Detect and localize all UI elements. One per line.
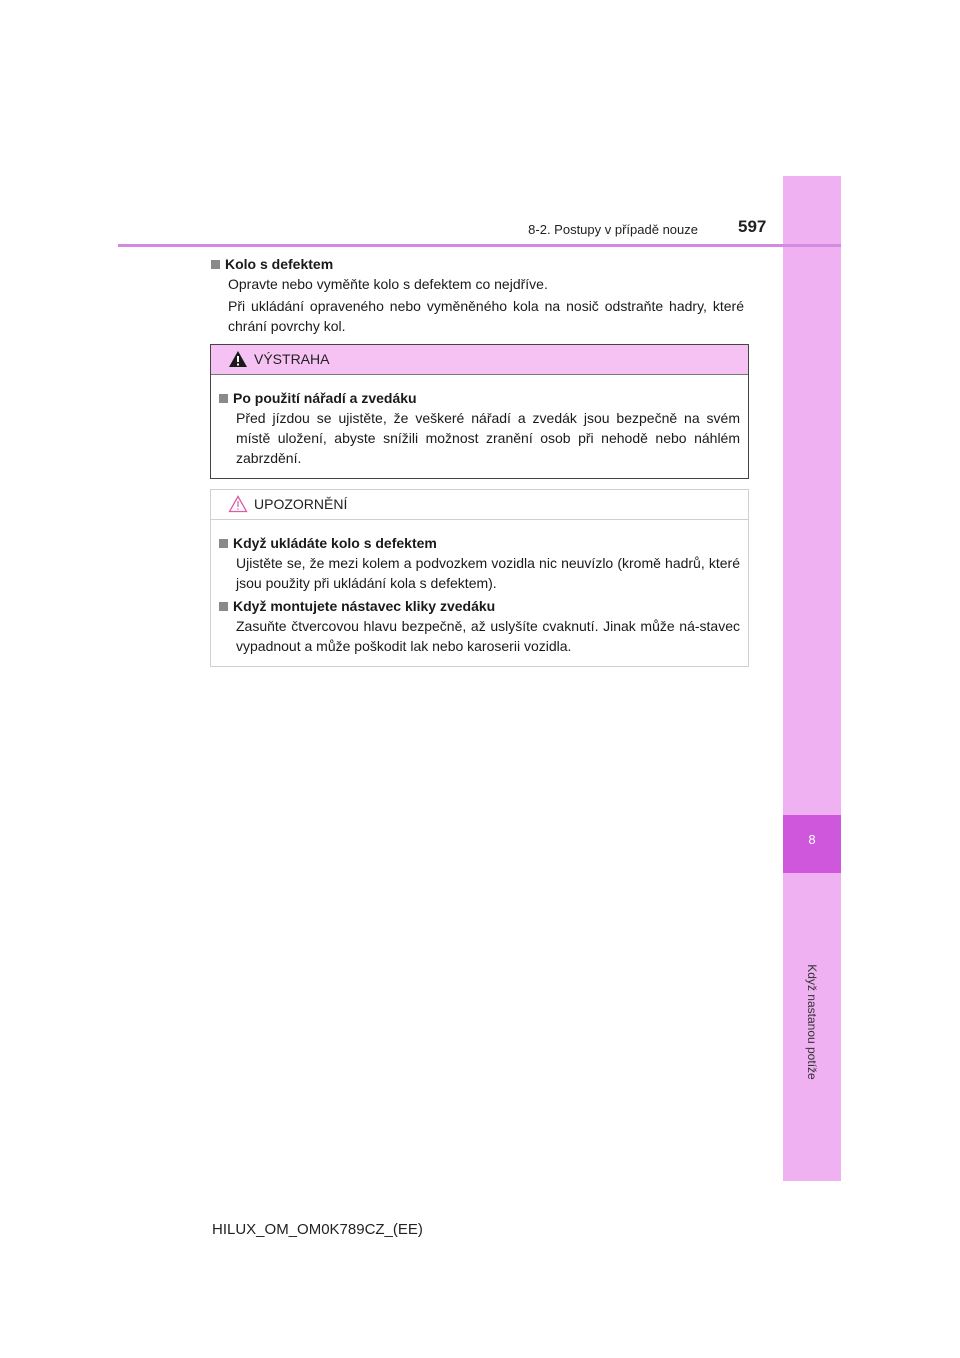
chapter-number-tab[interactable]: 8 <box>783 815 841 873</box>
warning-body <box>211 375 748 468</box>
warning-heading: Po použití nářadí a zvedáku <box>219 388 740 408</box>
warning-box <box>210 344 749 479</box>
document-code: HILUX_OM_OM0K789CZ_(EE) <box>212 1221 423 1238</box>
notice-body <box>211 520 748 656</box>
bullet-square-icon <box>219 539 228 548</box>
warning-text: Před jízdou se ujistěte, že veškeré nářadí a zvedák jsou bezpečně na svém místě uložení, abyste snížili možnost zranění osob při nehodě nebo náhlém zabrzdění. <box>236 410 740 466</box>
bullet-square-icon <box>211 260 220 269</box>
header-divider <box>118 244 841 247</box>
warning-header <box>211 345 748 375</box>
notice-item-heading: Když montujete nástavec kliky zvedáku <box>219 596 740 616</box>
chapter-title-vertical: Když nastanou potíže <box>805 964 819 1080</box>
notice-box <box>210 489 749 667</box>
intro-section <box>211 254 744 338</box>
intro-paragraph: Při ukládání opraveného nebo vyměněného kola na nosič odstraňte hadry, které chrání povrchy kol. <box>228 298 744 334</box>
notice-item-text: Zasuňte čtvercovou hlavu bezpečně, až uslyšíte cvaknutí. Jinak může ná-stavec vypadnout a může poškodit lak nebo karoserii vozidla. <box>236 618 740 654</box>
notice-label: UPOZORNĚNÍ <box>254 496 348 512</box>
notice-item-heading: Když ukládáte kolo s defektem <box>219 533 740 553</box>
notice-header <box>211 490 748 520</box>
bullet-square-icon <box>219 602 228 611</box>
page-number: 597 <box>738 217 767 236</box>
section-title: 8-2. Postupy v případě nouze <box>528 222 698 237</box>
caution-triangle-icon <box>228 495 248 516</box>
warning-triangle-icon <box>228 350 248 371</box>
bullet-square-icon <box>219 394 228 403</box>
warning-label: VÝSTRAHA <box>254 351 330 367</box>
notice-item-text: Ujistěte se, že mezi kolem a podvozkem vozidla nic neuvízlo (kromě hadrů, které jsou použity při ukládání kola s defektem). <box>236 555 740 591</box>
intro-paragraph: Opravte nebo vyměňte kolo s defektem co nejdříve. <box>228 276 548 292</box>
intro-heading: Kolo s defektem <box>211 254 744 274</box>
